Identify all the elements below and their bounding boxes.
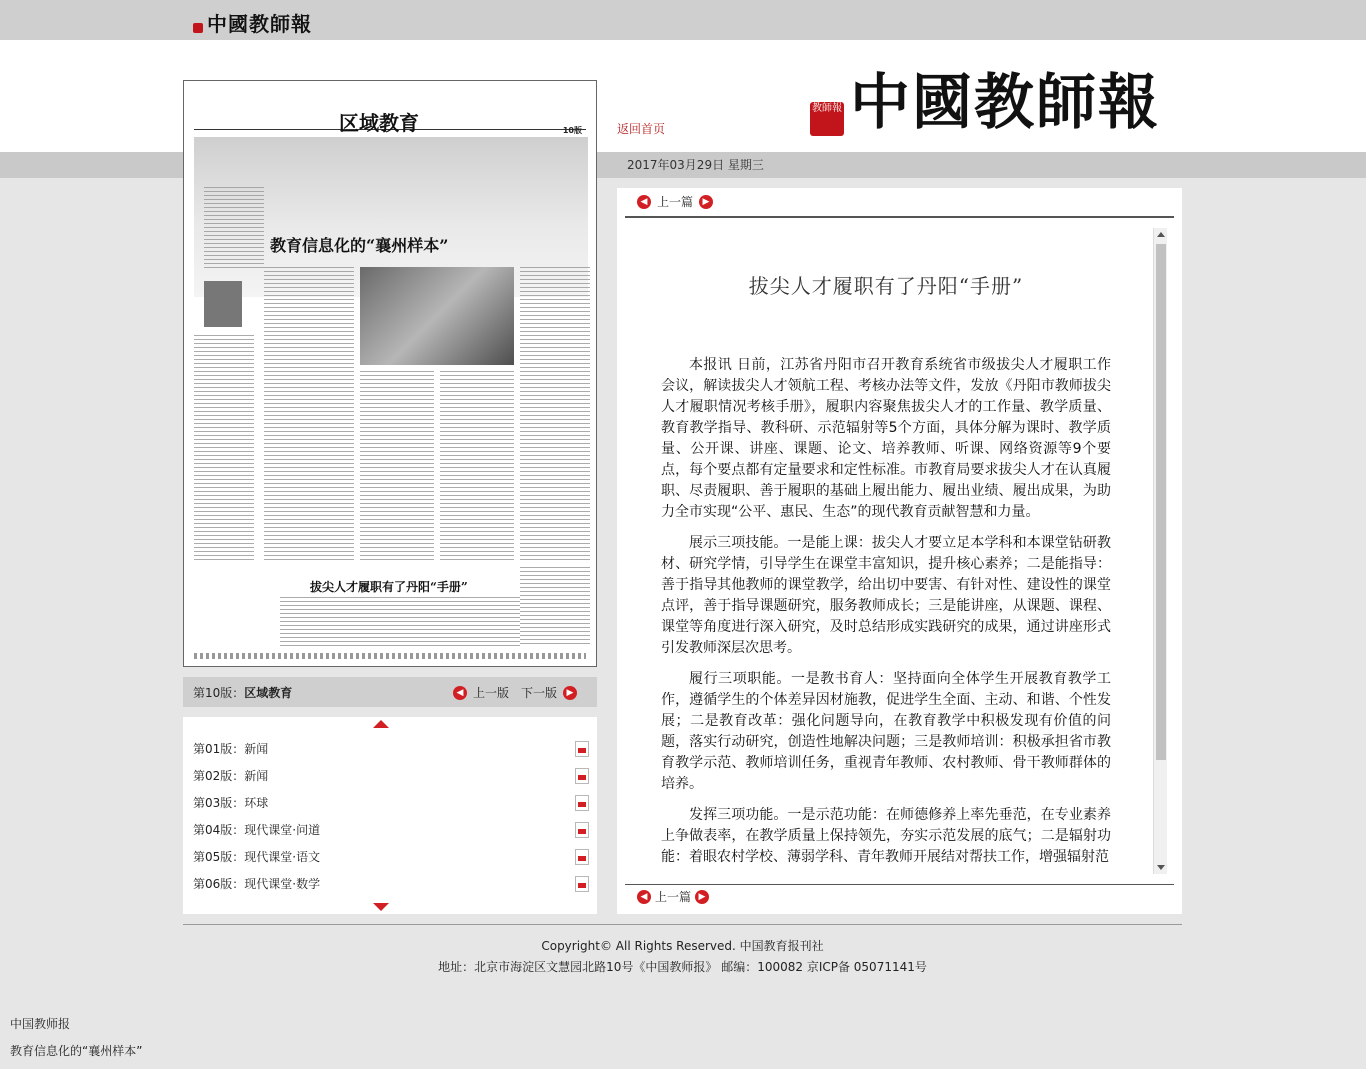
article-body (661, 228, 1111, 874)
edition-link[interactable]: 第04版：现代课堂·问道 (193, 823, 321, 837)
left-arrow-icon: ◀ (637, 890, 651, 904)
text-block (360, 371, 434, 561)
top-bar (0, 0, 1366, 40)
edition-link[interactable]: 第01版：新闻 (193, 742, 269, 756)
home-link[interactable]: 返回首页 (617, 122, 666, 136)
article-paragraph: 发挥三项功能。一是示范功能：在师德修养上率先垂范，在专业素养上争做表率，在教学质量上保持领先，夯实示范发展的底气；二是辐射功能：着眼农村学校、薄弱学科、青年教师开展结对帮扶工作，增强辐射范 (661, 807, 1111, 865)
next-edition-label: 下一版 (521, 686, 558, 700)
prev-edition-button[interactable] (453, 684, 509, 701)
scroll-up-icon[interactable] (1157, 232, 1165, 237)
article-paragraph: 履行三项职能。一是教书育人：坚持面向全体学生开展教育教学工作，遵循学生的个体差异因材施教，促进学生全面、主动、和谐、个性发展；二是教育改革：强化问题导向，在教育教学中积极发现有价值的问题，落实行动研究，创造性地解决问题；三是教师培训：积极承担省市教育教学示范、教师培训任务，重视青年教师、农村教师、骨干教师群体的培养。 (661, 671, 1111, 792)
copyright-text: Copyright© All Rights Reserved. 中国教育报刊社 (541, 939, 824, 953)
text-block (264, 267, 354, 561)
prev-article-label: 上一篇 (655, 890, 692, 904)
edition-item[interactable] (193, 870, 589, 897)
divider (625, 216, 1174, 218)
current-edition (193, 684, 292, 701)
prev-article-button-top[interactable] (637, 193, 713, 210)
left-arrow-icon: ◀ (453, 686, 467, 700)
bottom-article-title: 教育信息化的“襄州样本” (10, 1044, 143, 1058)
scroll-down-icon[interactable] (373, 903, 389, 911)
text-block (440, 371, 514, 561)
pdf-icon[interactable] (575, 768, 589, 784)
preview-subheadline[interactable]: 拔尖人才履职有了丹阳“手册” (310, 580, 468, 594)
issue-date: 2017年03月29日 星期三 (627, 158, 764, 172)
edition-item[interactable] (193, 735, 589, 762)
article-paragraph: 本报讯 日前，江苏省丹阳市召开教育系统省市级拔尖人才履职工作会议，解读拔尖人才领航工程、考核办法等文件，发放《丹阳市教师拔尖人才履职情况考核手册》，履职内容聚焦拔尖人才的工作量、教学质量、教育教学指导、教科研、示范辐射等5个方面，具体分解为课时、教学质量、公开课、讲座、课题、论文、培养教师、听课、网络资源等9个要点，每个要点都有定量要求和定性标准。市教育局要求拔尖人才在认真履职、尽责履职、善于履职的基础上履出能力、履出业绩、履出成果，为助力全市实现“公平、惠民、生态”的现代教育贡献智慧和力量。 (661, 357, 1111, 520)
small-logo-text: 中國教師報 (207, 12, 312, 36)
edition-item[interactable] (193, 816, 589, 843)
masthead-seal: 教師報 (810, 102, 844, 136)
preview-headline[interactable]: 教育信息化的“襄州样本” (270, 236, 449, 255)
preview-footer (194, 653, 586, 659)
text-block (520, 267, 590, 561)
scroll-down-icon[interactable] (1157, 865, 1165, 870)
preview-edition-mark: 10版 (562, 126, 582, 135)
edition-link[interactable]: 第06版：现代课堂·数学 (193, 877, 321, 891)
text-block (204, 187, 264, 271)
edition-item[interactable] (193, 789, 589, 816)
divider (625, 884, 1174, 885)
prev-article-button-bottom[interactable] (637, 888, 709, 905)
text-block (520, 567, 590, 647)
site-footer (183, 924, 1182, 974)
left-arrow-icon: ◀ (637, 195, 651, 209)
scroll-up-icon[interactable] (373, 720, 389, 728)
article-scrollbar[interactable] (1153, 228, 1167, 874)
preview-section-title: 区域教育 (339, 111, 419, 135)
edition-item[interactable] (193, 843, 589, 870)
scrollbar-thumb[interactable] (1156, 244, 1166, 760)
masthead-logo (810, 70, 1160, 136)
edition-nav (183, 677, 597, 707)
prev-edition-label: 上一版 (473, 686, 510, 700)
text-block (194, 335, 254, 561)
edition-prefix: 第10版： (193, 686, 245, 700)
edition-name: 区域教育 (244, 686, 293, 700)
right-arrow-icon: ▶ (563, 686, 577, 700)
article-panel (617, 188, 1182, 914)
prev-article-label: 上一篇 (657, 195, 694, 209)
pdf-icon[interactable] (575, 795, 589, 811)
masthead-title: 中國教師報 (850, 68, 1160, 138)
address-text: 地址：北京市海淀区文慧园北路10号《中国教师报》 邮编：100082 京ICP备 05071141号 (438, 960, 927, 974)
author-photo (204, 281, 242, 327)
pdf-icon[interactable] (575, 741, 589, 757)
classroom-photo (360, 267, 514, 365)
seal-icon (193, 23, 203, 33)
edition-item[interactable] (193, 762, 589, 789)
article-title: 拔尖人才履职有了丹阳“手册” (748, 274, 1024, 298)
text-block (280, 597, 520, 647)
article-paragraph: 展示三项技能。一是能上课：拔尖人才要立足本学科和本课堂钻研教材、研究学情，引导学生在课堂丰富知识，提升核心素养；二是能指导：善于指导其他教师的课堂教学，给出切中要害、有针对性、建设性的课堂点评，善于指导课题研究，服务教师成长；三是能讲座，从课题、课程、课堂等角度进行深入研究，及时总结形成实践研究的成果，通过讲座形式引发教师深层次思考。 (661, 535, 1111, 656)
pdf-icon[interactable] (575, 849, 589, 865)
right-arrow-icon: ▶ (695, 890, 709, 904)
next-edition-button[interactable] (521, 684, 577, 701)
edition-link[interactable]: 第03版：环球 (193, 796, 269, 810)
edition-list (183, 717, 597, 914)
bottom-site-name: 中国教师报 (10, 1017, 71, 1031)
small-logo[interactable] (193, 8, 312, 37)
edition-link[interactable]: 第05版：现代课堂·语文 (193, 850, 321, 864)
pdf-icon[interactable] (575, 876, 589, 892)
page-preview[interactable] (183, 80, 597, 667)
right-arrow-icon: ▶ (699, 195, 713, 209)
edition-link[interactable]: 第02版：新闻 (193, 769, 269, 783)
pdf-icon[interactable] (575, 822, 589, 838)
